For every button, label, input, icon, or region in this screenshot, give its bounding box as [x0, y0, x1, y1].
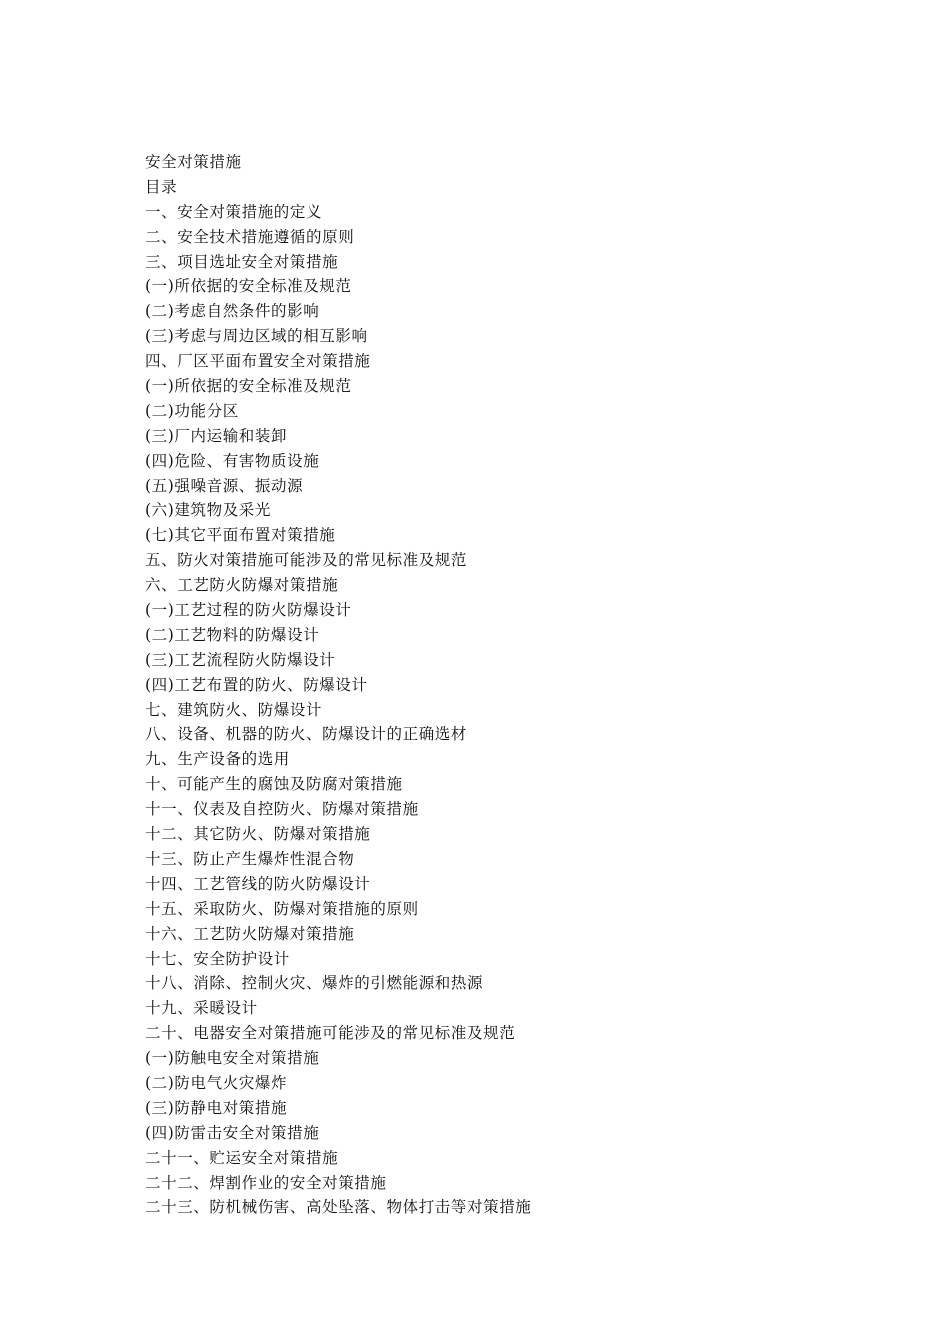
toc-item: 十八、消除、控制火灾、爆炸的引燃能源和热源 — [145, 974, 484, 993]
toc-item: (二)功能分区 — [145, 401, 239, 420]
toc-item: 九、生产设备的选用 — [145, 750, 290, 769]
toc-item: (二)考虑自然条件的影响 — [145, 302, 320, 321]
toc-item: (四)防雷击安全对策措施 — [145, 1123, 320, 1142]
toc-item: 十四、工艺管线的防火防爆设计 — [145, 874, 371, 893]
toc-item: 四、厂区平面布置安全对策措施 — [145, 352, 371, 371]
toc-item: (四)危险、有害物质设施 — [145, 451, 320, 470]
toc-item: (四)工艺布置的防火、防爆设计 — [145, 675, 368, 694]
toc-heading: 目录 — [145, 177, 178, 196]
toc-item: 一、安全对策措施的定义 — [145, 202, 323, 221]
toc-list — [145, 200, 865, 1221]
toc-item: 十七、安全防护设计 — [145, 949, 290, 968]
toc-item: (五)强噪音源、振动源 — [145, 476, 304, 495]
toc-item: 八、设备、机器的防火、防爆设计的正确选材 — [145, 725, 468, 744]
toc-item: 十、可能产生的腐蚀及防腐对策措施 — [145, 775, 403, 794]
toc-item: (二)防电气火灾爆炸 — [145, 1073, 288, 1092]
document-content — [145, 150, 865, 1220]
toc-item: 十二、其它防火、防爆对策措施 — [145, 825, 371, 844]
toc-item: (六)建筑物及采光 — [145, 501, 271, 520]
toc-item: (一)所依据的安全标准及规范 — [145, 277, 352, 296]
toc-item: 十六、工艺防火防爆对策措施 — [145, 924, 355, 943]
toc-item: 三、项目选址安全对策措施 — [145, 252, 339, 271]
toc-item: (三)工艺流程防火防爆设计 — [145, 650, 336, 669]
toc-item: 二十三、防机械伤害、高处坠落、物体打击等对策措施 — [145, 1198, 532, 1217]
toc-item: (一)工艺过程的防火防爆设计 — [145, 601, 352, 620]
toc-item: (七)其它平面布置对策措施 — [145, 526, 336, 545]
toc-item: 六、工艺防火防爆对策措施 — [145, 576, 339, 595]
toc-item: 十五、采取防火、防爆对策措施的原则 — [145, 899, 419, 918]
toc-item: 二十、电器安全对策措施可能涉及的常见标准及规范 — [145, 1024, 516, 1043]
toc-item: (二)工艺物料的防爆设计 — [145, 625, 320, 644]
toc-item: 十三、防止产生爆炸性混合物 — [145, 849, 355, 868]
toc-item: (三)考虑与周边区域的相互影响 — [145, 327, 368, 346]
toc-item: (一)所依据的安全标准及规范 — [145, 377, 352, 396]
toc-item: 二十一、贮运安全对策措施 — [145, 1148, 339, 1167]
toc-item: (三)防静电对策措施 — [145, 1098, 288, 1117]
document-title: 安全对策措施 — [145, 153, 242, 171]
toc-item: 十一、仪表及自控防火、防爆对策措施 — [145, 800, 419, 819]
toc-item: 七、建筑防火、防爆设计 — [145, 700, 323, 719]
toc-item: 二、安全技术措施遵循的原则 — [145, 227, 355, 246]
toc-item: 二十二、焊割作业的安全对策措施 — [145, 1173, 387, 1192]
toc-item: (一)防触电安全对策措施 — [145, 1049, 320, 1068]
toc-item: (三)厂内运输和装卸 — [145, 426, 288, 445]
toc-item: 十九、采暖设计 — [145, 999, 258, 1018]
toc-item: 五、防火对策措施可能涉及的常见标准及规范 — [145, 551, 468, 570]
